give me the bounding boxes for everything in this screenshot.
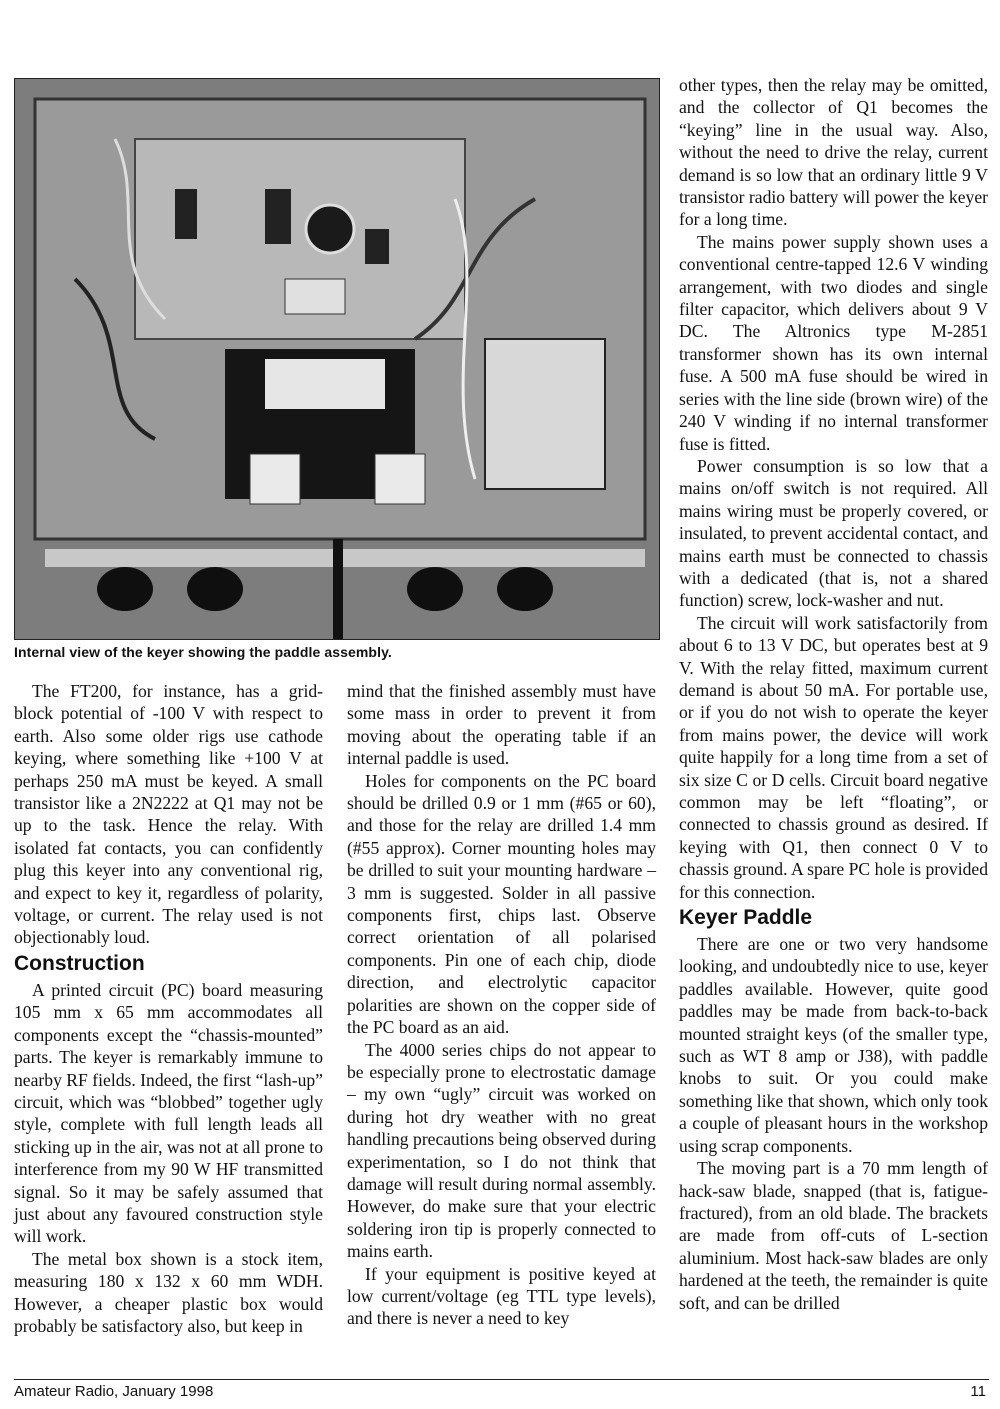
column-1 [14, 680, 323, 1337]
section-heading-construction: Construction [14, 951, 145, 975]
paragraph: other types, then the relay may be omitted, and the collector of Q1 becomes the “keying” line in the usual way. Also, without the need to drive the relay, current demand is so low that an ordinary little 9 V transistor radio battery will power the keyer for a long time. [679, 75, 988, 230]
paragraph: The FT200, for instance, has a grid-block potential of -100 V with respect to earth. Also some older rigs use cathode keying, where something like +100 V at perhaps 250 mA must be keyed. A small transistor like a 2N2222 at Q1 may not be up to the task. Hence the relay. With isolated fat contacts, you can confidently plug this keyer into any conventional rig, and expect to key it, regardless of polarity, voltage, or current. The relay used is not objectionably loud. [14, 681, 323, 948]
paragraph: The moving part is a 70 mm length of hack-saw blade, snapped (that is, fatigue-fractured), from an old blade. The brackets are made from off-cuts of L-section aluminium. Most hack-saw blades are only hardened at the teeth, the remainder is quite soft, and can be drilled [679, 1158, 988, 1313]
paragraph: Power consumption is so low that a mains on/off switch is not required. All mains wiring must be properly covered, or insulated, to prevent accidental contact, and mains earth must be connected to chassis with a dedicated (that is, not a shared function) screw, lock-washer and nut. [679, 455, 988, 611]
paragraph: The circuit will work satisfactorily from about 6 to 13 V DC, but operates best at 9 V. With the relay fitted, maximum current demand is about 50 mA. For portable use, or if you do not wish to operate the keyer from mains power, the device will work quite happily for a long time from a set of six size C or D cells. Circuit board negative common may be left “floating”, or connected to chassis ground as desired. If keying with Q1, then connect 0 V to chassis ground. A spare PC hole is provided for this connection. [679, 612, 988, 902]
paragraph: If your equipment is positive keyed at low current/voltage (eg TTL type levels), and there is never a need to key [347, 1263, 656, 1329]
keyer-photo-illustration [15, 79, 659, 639]
section-heading-keyer-paddle: Keyer Paddle [679, 906, 813, 930]
paragraph: The mains power supply shown uses a conventional centre-tapped 12.6 V winding arrangement, with two diodes and single filter capacitor, which delivers about 9 V DC. The Altronics type M-2851 transformer shown has its own internal fuse. A 500 mA fuse should be wired in series with the line side (brown wire) of the 240 V winding if no internal transformer fuse is fitted. [679, 231, 988, 454]
keyer-internal-photo [14, 78, 660, 640]
footer-page-number: 11 [970, 1383, 986, 1400]
paragraph: Holes for components on the PC board should be drilled 0.9 or 1 mm (#65 or 60), and those for the relay are drilled 1.4 mm (#55 approx). Corner mounting holes may be drilled to suit your mounting hardware – 3 mm is suggested. Solder in all passive components first, chips last. Observe correct orientation of all polarised components. Pin one of each chip, diode direction, and electrolytic capacitor polarities are shown on the copper side of the PC board as an aid. [347, 770, 656, 1038]
paragraph: There are one or two very handsome looking, and undoubtedly nice to use, keyer paddles available. However, quite good paddles may be made from back-to-back mounted straight keys (of the smaller type, such as WT 8 amp or J38), with paddle knobs to suit. Or you could make something like that shown, which only took a couple of pleasant hours in the workshop using scrap components. [679, 934, 988, 1156]
paragraph: A printed circuit (PC) board measuring 105 mm x 65 mm accommodates all components except the “chassis-mounted” parts. The keyer is remarkably immune to nearby RF fields. Indeed, the first “lash-up” circuit, which was “blobbed” together ugly style, complete with full length leads all sticking up in the air, was not at all prone to interference from my 90 W HF transmitted signal. So it may be safely assumed that just about any favoured construction style will work. [14, 979, 323, 1247]
paragraph: mind that the finished assembly must have some mass in order to prevent it from moving about the operating table if an internal paddle is used. [347, 681, 656, 769]
footer-rule [14, 1379, 989, 1380]
footer-publication: Amateur Radio, January 1998 [14, 1383, 214, 1400]
paragraph: The 4000 series chips do not appear to be especially prone to electrostatic damage – my own “ugly” circuit was worked on during hot dry weather with no great handling precautions being observed during experimentation, so I do not think that damage will result during normal assembly. However, do make sure that your electric soldering iron tip is properly connected to mains earth. [347, 1039, 656, 1262]
column-3 [679, 74, 988, 1314]
paragraph: The metal box shown is a stock item, measuring 180 x 132 x 60 mm WDH. However, a cheaper plastic box would probably be satisfactory also, but keep in [14, 1248, 323, 1336]
photo-caption: Internal view of the keyer showing the paddle assembly. [14, 644, 392, 660]
column-2 [347, 680, 656, 1330]
